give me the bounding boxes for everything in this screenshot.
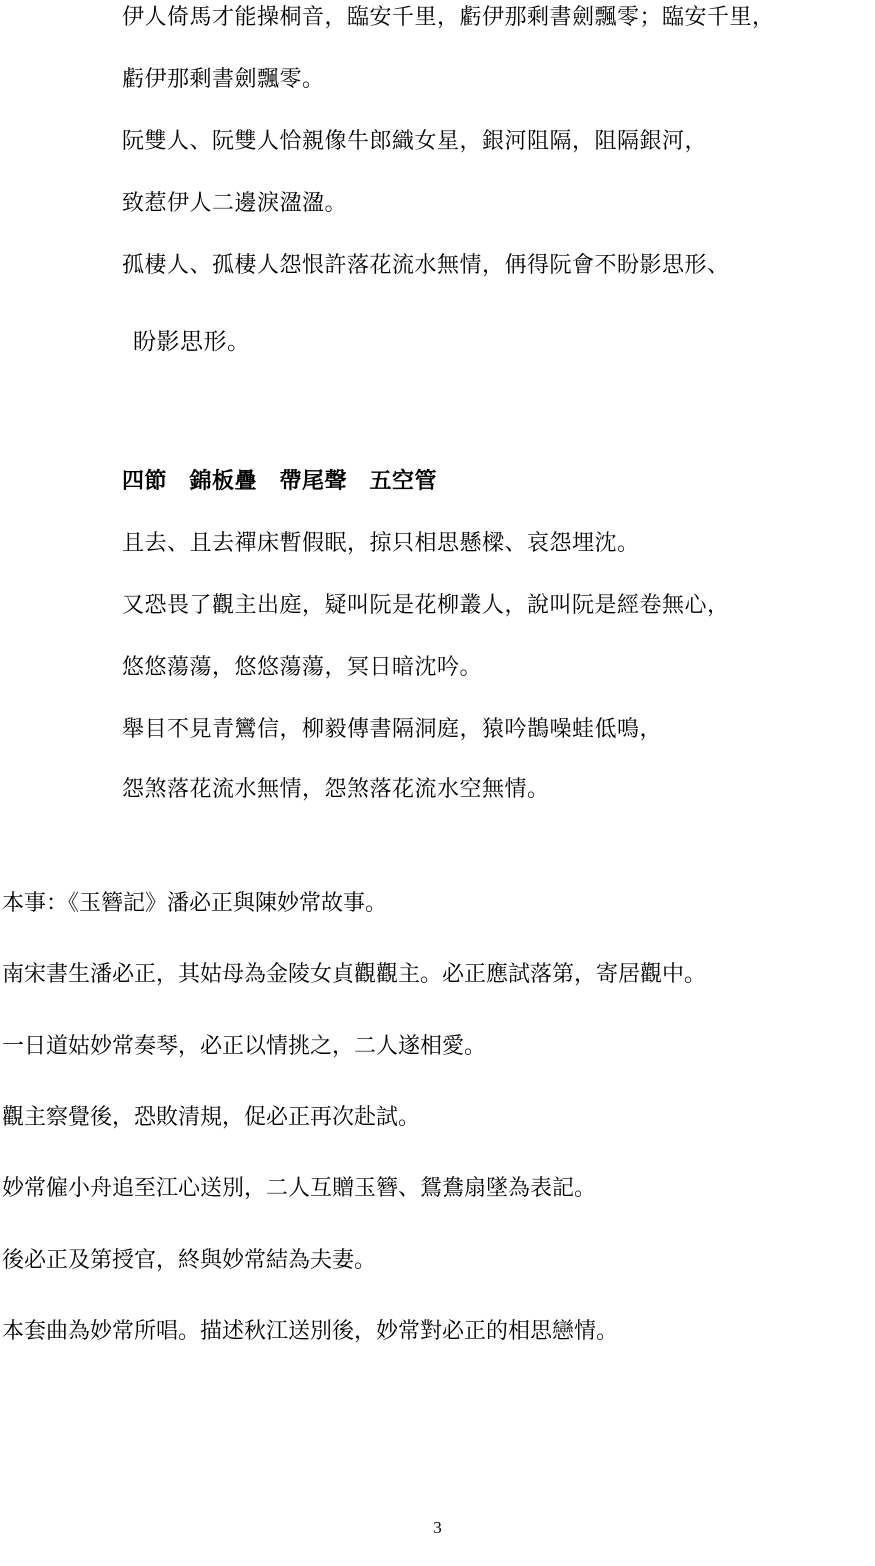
lyric-line: 盼影思形。: [133, 329, 251, 355]
note-line: 妙常僱小舟追至江心送別，二人互贈玉簪、鴛鴦扇墜為表記。: [2, 1176, 597, 1201]
lyric-line: 伊人倚馬才能操桐音，臨安千里，虧伊那剩書劍飄零；臨安千里，: [122, 5, 775, 30]
note-line: 觀主察覺後，恐敗清規，促必正再次赴試。: [2, 1105, 421, 1130]
lyric-line: 且去、且去禪床暫假眠，掠只相思懸樑、哀怨埋沈。: [122, 531, 640, 556]
lyric-line: 怨煞落花流水無情，怨煞落花流水空無情。: [122, 777, 550, 802]
note-line: 本套曲為妙常所唱。描述秋江送別後，妙常對必正的相思戀情。: [2, 1319, 619, 1344]
lyric-line: 又恐畏了觀主出庭，疑叫阮是花柳叢人，說叫阮是經卷無心，: [122, 593, 730, 618]
note-line: 南宋書生潘必正，其姑母為金陵女貞觀觀主。必正應試落第，寄居觀中。: [2, 962, 707, 987]
page-number: 3: [433, 1518, 442, 1537]
lyric-line: 舉目不見青鸞信，柳毅傳書隔洞庭，猿吟鵲噪蛙低鳴，: [122, 717, 663, 742]
lyric-line: 悠悠蕩蕩，悠悠蕩蕩，冥日暗沈吟。: [122, 655, 483, 680]
lyric-line: 虧伊那剩書劍飄零。: [122, 67, 325, 92]
section-heading: 四節 錦板疊 帶尾聲 五空管: [122, 469, 438, 494]
lyric-line: 阮雙人、阮雙人恰親像牛郎織女星，銀河阻隔，阻隔銀河，: [122, 129, 708, 154]
note-line: 本事：《玉簪記》潘必正與陳妙常故事。: [2, 891, 388, 916]
lyric-line: 致惹伊人二邊淚溋溋。: [122, 191, 348, 216]
note-line: 一日道姑妙常奏琴，必正以情挑之，二人遂相愛。: [2, 1034, 487, 1059]
lyric-line: 孤棲人、孤棲人怨恨許落花流水無情，侢得阮會不盼影思形、: [122, 253, 730, 278]
note-line: 後必正及第授官，終與妙常結為夫妻。: [2, 1248, 377, 1273]
